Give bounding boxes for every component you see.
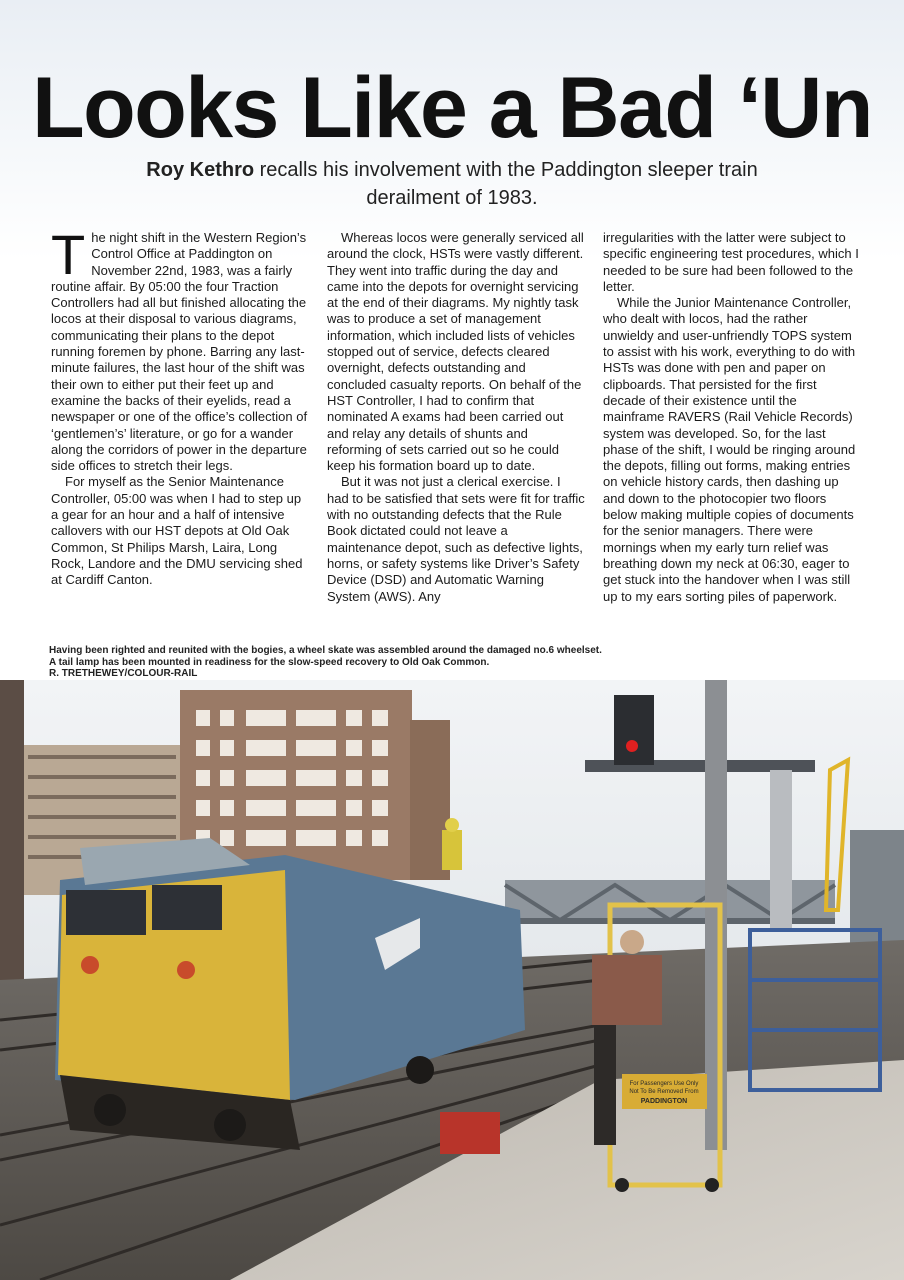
photo-caption bbox=[49, 645, 689, 680]
caption-line: Having been righted and reunited with the bogies, a wheel skate was assembled around the damaged no.6 wheelset. bbox=[49, 645, 602, 656]
photo-illustration bbox=[0, 680, 904, 1280]
derailment-photo bbox=[0, 680, 904, 1280]
paragraph: While the Junior Maintenance Controller, who dealt with locos, had the rather unwieldy and user-unfriendly TOPS system to assist with his work, everything to do with HSTs was done with pen and paper on clipboards. That persisted for the first decade of their existence until the mainframe RAVERS (Rail Vehicle Records) system was developed. So, for the last phase of the shift, I would be ringing around the depots, filling out forms, making entries on vehicle history cards, then dashing up and down to the photocopier two floors below making multiple copies of documents for the senior managers. There were mornings when my early turn relief was breathing down my neck at 06:30, eager to get stuck into the handover when I was still up to my ears sorting piles of paperwork. bbox=[603, 295, 856, 604]
trolley-sign-line3: PADDINGTON bbox=[640, 1098, 688, 1105]
trolley-sign-line2: Not To Be Removed From bbox=[629, 1089, 699, 1095]
paragraph bbox=[51, 223, 309, 474]
standfirst bbox=[120, 156, 784, 212]
drop-cap: T bbox=[51, 223, 86, 286]
text-column-2 bbox=[327, 230, 585, 605]
paragraph: For myself as the Senior Maintenance Controller, 05:00 was when I had to step up a gear for an hour and a half of intensive callovers with our HST depots at Old Oak Common, St Philips Marsh, Laira, Long Rock, Landore and the DMU servicing shed at Cardiff Canton. bbox=[51, 474, 303, 588]
caption-line: A tail lamp has been mounted in readiness for the slow-speed recovery to Old Oak Common. bbox=[49, 656, 490, 668]
article-title: Looks Like a Bad ‘Un bbox=[32, 60, 872, 156]
paragraph: But it was not just a clerical exercise. I had to be satisfied that sets were fit for traffic with no outstanding defects that the Rule Book dictated could not leave a maintenance depot, such as defective lights, horns, or safety systems like Driver’s Safety Device (DSD) and Automatic Warning System (AWS). Any bbox=[327, 474, 585, 604]
author-name: Roy Kethro bbox=[146, 159, 255, 181]
text-column-3 bbox=[603, 230, 861, 605]
standfirst-text: recalls his involvement with the Paddington sleeper train derailment of 1983. bbox=[254, 159, 758, 209]
trolley-sign-line1: For Passengers Use Only bbox=[629, 1081, 699, 1087]
text-column-1 bbox=[51, 223, 309, 589]
red-toolbox bbox=[440, 1112, 500, 1154]
paragraph: irregularities with the latter were subject to specific engineering test procedures, which I needed to be sure had been followed to the letter. bbox=[603, 230, 859, 294]
paragraph: Whereas locos were generally serviced all around the clock, HSTs were vastly different. They went into traffic during the day and came into the depots for overnight servicing at the end of their diagrams. My nightly task was to produce a set of management information, which included lists of vehicles stopped out of service, defects cleared overnight, defects outstanding and concluded casualty reports. On behalf of the HST Controller, I had to confirm that nominated A exams had been carried out and relay any details of shunts and reforming of sets carried out so he could keep his formation board up to date. bbox=[327, 230, 584, 474]
photo-credit: R. TRETHEWEY/COLOUR-RAIL bbox=[49, 668, 198, 680]
paragraph-text: he night shift in the Western Region’s Control Office at Paddington on November 22nd, 1983, was a fairly routine affair. By 05:00 the four Traction Controllers had all but finished allocating the locos at their disposal to various diagrams, communicating their plans to the depot running foremen by phone. Barring any last-minute failures, the last hour of the shift was their own to either put their feet up and examine the backs of their eyelids, read a newspaper or one of the office’s collection of ‘gentlemen’s’ literature, or go for a wander along the corridors of power in the departure side offices to stretch their legs. bbox=[51, 230, 308, 474]
